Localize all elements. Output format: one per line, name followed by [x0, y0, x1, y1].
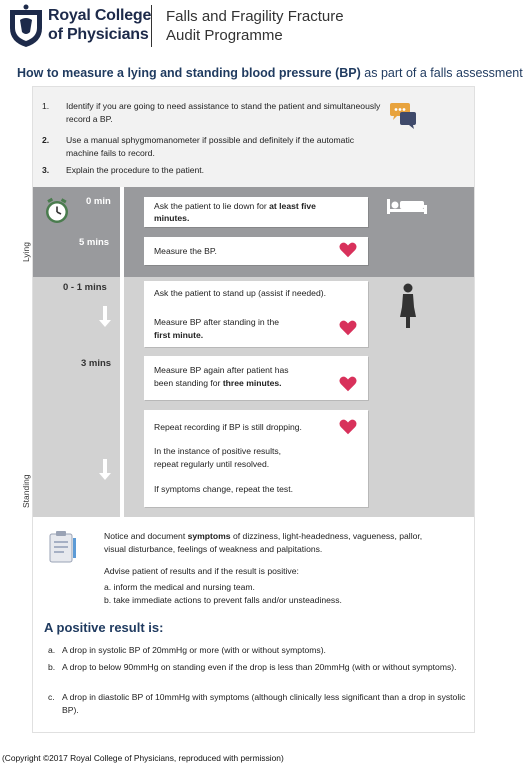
- lie-down-line-2: minutes.: [154, 213, 190, 223]
- lie-down-box: [144, 197, 368, 227]
- time-0-1-mins: 0 - 1 mins: [63, 282, 107, 293]
- down-arrow-icon: [98, 306, 112, 328]
- lying-label: Lying: [21, 241, 31, 262]
- programme-line-1: Falls and Fragility Fracture: [166, 8, 344, 25]
- step-text: Identify if you are going to need assistance to stand the patient and simultaneously record a BP.: [66, 101, 381, 124]
- time-3-mins: 3 mins: [81, 358, 112, 369]
- org-name: [48, 6, 151, 44]
- copyright-text: (Copyright ©2017 Royal College of Physicians, reproduced with permission): [2, 753, 284, 763]
- org-line-2: of Physicians: [48, 26, 149, 43]
- header: [0, 0, 484, 56]
- programme-line-2: Audit Programme: [166, 27, 283, 44]
- notice-line-2: visual disturbance, feelings of weakness and palpitations.: [104, 543, 323, 554]
- title-rest: as part of a falls assessment: [360, 66, 523, 80]
- positive-repeat-line-1: In the instance of positive results,: [154, 446, 282, 456]
- notice-line-1: Notice and document symptoms of dizziness, light-headedness, vagueness, pallor,: [104, 531, 423, 541]
- speech-bubbles-icon: [388, 102, 418, 130]
- standing-person-icon: [398, 283, 418, 329]
- positive-repeat-line-2: repeat regularly until resolved.: [154, 459, 270, 469]
- step-number: 2.: [42, 135, 50, 145]
- step-text: Explain the procedure to the patient.: [66, 165, 205, 175]
- symptoms-change-text: If symptoms change, repeat the test.: [154, 484, 294, 494]
- heart-icon: [339, 319, 357, 337]
- timeline-line: [120, 187, 124, 517]
- advise-item-b: b. take immediate actions to prevent falls and/or unsteadiness.: [104, 595, 342, 605]
- page-title: [17, 66, 523, 80]
- crest-icon: [6, 4, 46, 48]
- measure-bp-text: Measure the BP.: [154, 246, 217, 256]
- step-text: Use a manual sphygmomanometer if possible and definitely if the automatic machine fails to record.: [66, 135, 355, 158]
- title-bold: How to measure a lying and standing blood pressure (BP): [17, 66, 361, 80]
- heart-icon: [339, 241, 357, 259]
- three-minutes-box: [144, 356, 368, 400]
- lie-down-line-1: Ask the patient to lie down for at least five: [154, 201, 316, 211]
- stand-up-box: [144, 281, 368, 347]
- again-line-1: Measure BP again after patient has: [154, 365, 289, 375]
- time-5-mins: 5 mins: [79, 237, 110, 248]
- clipboard-icon: [44, 530, 80, 564]
- measure-bp-box: [144, 237, 368, 265]
- heart-icon: [339, 418, 357, 436]
- down-arrow-icon: [98, 459, 112, 481]
- org-line-1: Royal College: [48, 7, 152, 24]
- clock-icon: [44, 198, 70, 224]
- after-standing-line-1: Measure BP after standing in the: [154, 317, 280, 327]
- repeat-text: Repeat recording if BP is still dropping.: [154, 422, 302, 432]
- advise-text: Advise patient of results and if the result is positive:: [104, 566, 299, 576]
- heart-icon: [339, 375, 357, 393]
- positive-result-heading: A positive result is:: [44, 620, 164, 635]
- stand-up-text: Ask the patient to stand up (assist if needed).: [154, 288, 326, 298]
- time-0-min: 0 min: [86, 196, 111, 207]
- again-line-2: been standing for three minutes.: [154, 378, 282, 388]
- step-number: 1.: [42, 101, 50, 111]
- after-standing-line-2: first minute.: [154, 330, 204, 340]
- step-number: 3.: [42, 165, 50, 175]
- repeat-box: [144, 410, 368, 507]
- programme-name: [166, 7, 344, 45]
- standing-label: Standing: [21, 474, 31, 508]
- bed-icon: [386, 197, 428, 215]
- header-divider: [151, 5, 152, 47]
- advise-item-a: a. inform the medical and nursing team.: [104, 582, 255, 592]
- notice-text: [104, 530, 464, 555]
